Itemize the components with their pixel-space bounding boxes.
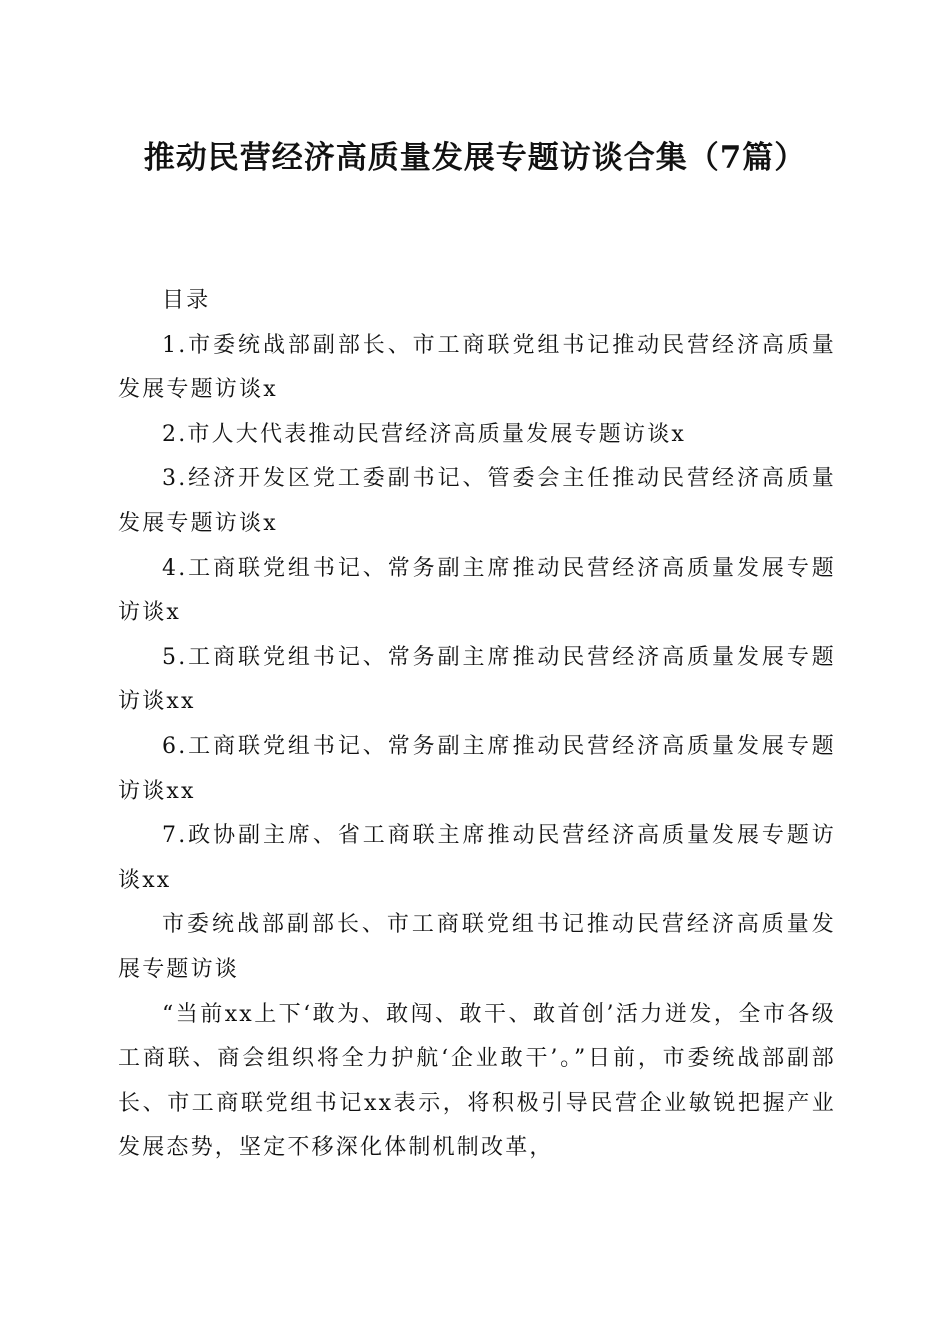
toc-item-1: 1.市委统战部副部长、市工商联党组书记推动民营经济高质量发展专题访谈x (118, 332, 836, 403)
toc-item-5: 5.工商联党组书记、常务副主席推动民营经济高质量发展专题访谈xx (118, 644, 836, 715)
body-paragraph: “当前xx上下‘敢为、敢闯、敢干、敢首创’活力迸发，全市各级工商联、商会组织将全力护航‘企业敢干’。”日前，市委统战部副部长、市工商联党组书记xx表示，将积极引导民营企业敏锐把握产业发展态势，坚定不移深化体制机制改革， (118, 1001, 836, 1161)
toc-item-3: 3.经济开发区党工委副书记、管委会主任推动民营经济高质量发展专题访谈x (118, 466, 836, 536)
toc-item-6: 6.工商联党组书记、常务副主席推动民营经济高质量发展专题访谈xx (118, 733, 836, 804)
section-title: 市委统战部副部长、市工商联党组书记推动民营经济高质量发展专题访谈 (118, 912, 836, 982)
toc-item-2: 2.市人大代表推动民营经济高质量发展专题访谈x (162, 421, 686, 447)
document-body (118, 279, 836, 1171)
document-title: 推动民营经济高质量发展专题访谈合集（7篇） (143, 140, 807, 176)
toc-item-4: 4.工商联党组书记、常务副主席推动民营经济高质量发展专题访谈x (118, 555, 836, 626)
toc-item-7: 7.政协副主席、省工商联主席推动民营经济高质量发展专题访谈xx (118, 823, 836, 893)
toc-heading: 目录 (162, 288, 211, 313)
